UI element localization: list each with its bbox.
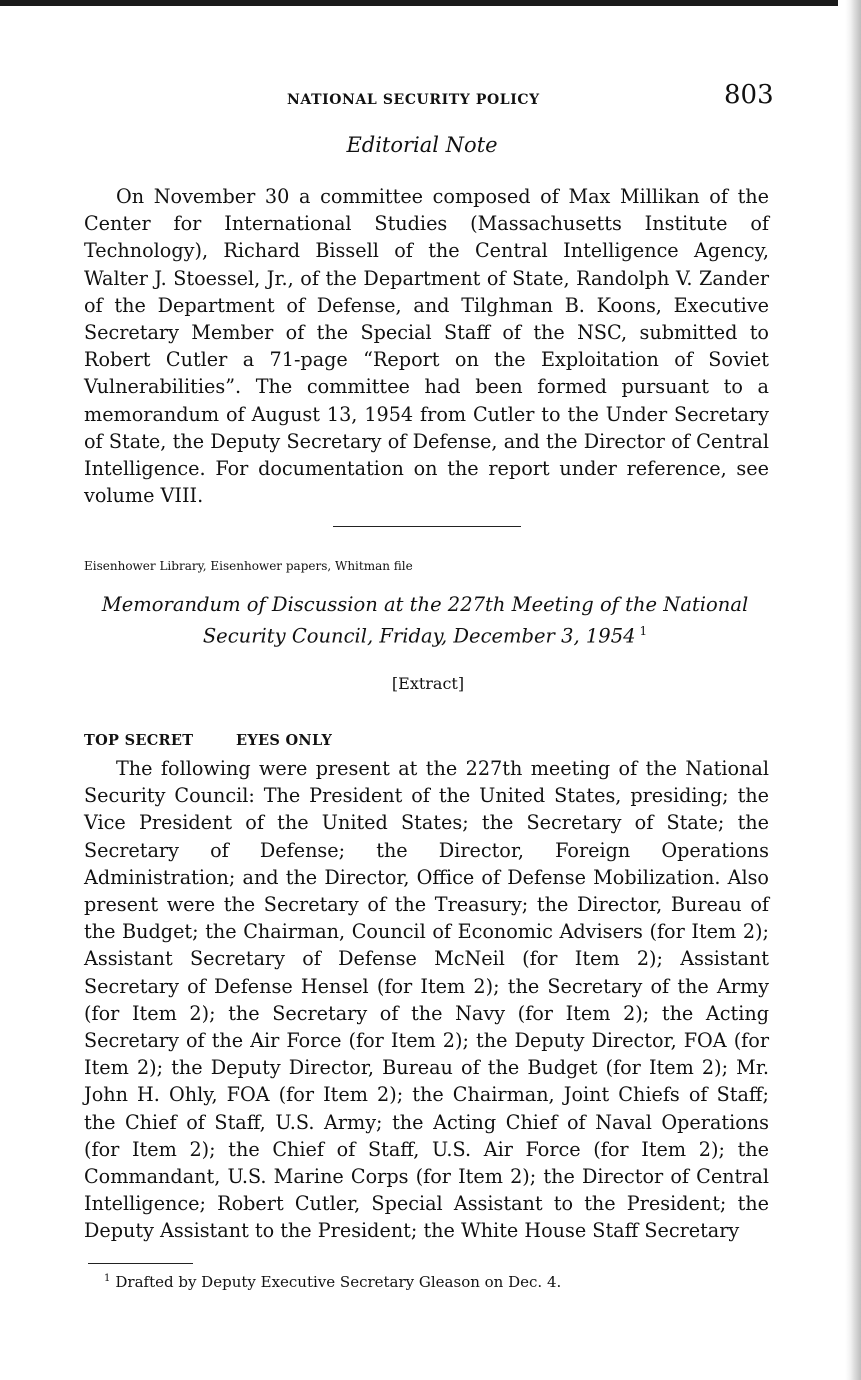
document-title-line-2-text: Security Council, Friday, December 3, 1954 [202, 624, 636, 648]
classification-eyes-only: EYES ONLY [236, 732, 333, 749]
extract-label: [Extract] [391, 674, 465, 693]
section-divider [333, 526, 521, 527]
footnote-rule [88, 1263, 193, 1264]
editorial-note-paragraph: On November 30 a committee composed of Max Millikan of the Center for International Studies (Massachusetts Institute of Technology), Richard Bissell of the Central Intelligence Agency, Walter J. Stoessel, Jr., of the Department of State, Randolph V. Zander of the Department of Defense, and Tilghman B. Koons, Executive Secretary Member of the Special Staff of the NSC, submitted to Robert Cutler a 71-page “Report on the Exploitation of Soviet Vulnerabilities”. The committee had been formed pursuant to a memorandum of August 13, 1954 from Cutler to the Under Secretary of State, the Deputy Secretary of Defense, and the Director of Central Intelligence. For documentation on the report under reference, see volume VIII. [84, 185, 769, 508]
document-title [60, 591, 790, 650]
top-edge-rule [0, 0, 838, 6]
footnote [104, 1273, 561, 1291]
document-source: Eisenhower Library, Eisenhower papers, Whitman file [84, 559, 413, 573]
footnote-reference[interactable]: 1 [639, 624, 648, 638]
classification-top-secret: TOP SECRET [84, 732, 194, 749]
page-number: 803 [724, 80, 774, 110]
document-title-line-2 [60, 618, 790, 650]
running-head: NATIONAL SECURITY POLICY [287, 92, 540, 108]
document-title-line-1: Memorandum of Discussion at the 227th Meeting of the National [101, 593, 749, 616]
memorandum-body: The following were present at the 227th meeting of the National Security Council: The President of the United States, presiding; the Vice President of the United States; the Secretary of State; the Secretary of Defense; the Director, Foreign Operations Administration; and the Director, Office of Defense Mobilization. Also present were the Secretary of the Treasury; the Director, Bureau of the Budget; the Chairman, Council of Economic Advisers (for Item 2); Assistant Secretary of Defense McNeil (for Item 2); Assistant Secretary of Defense Hensel (for Item 2); the Secretary of the Army (for Item 2); the Secretary of the Navy (for Item 2); the Acting Secretary of the Air Force (for Item 2); the Deputy Director, FOA (for Item 2); the Deputy Director, Bureau of the Budget (for Item 2); Mr. John H. Ohly, FOA (for Item 2); the Chairman, Joint Chiefs of Staff; the Chief of Staff, U.S. Army; the Acting Chief of Naval Operations (for Item 2); the Chief of Staff, U.S. Air Force (for Item 2); the Commandant, U.S. Marine Corps (for Item 2); the Director of Central Intelligence; Robert Cutler, Special Assistant to the President; the Deputy Assistant to the President; the White House Staff Secretary [84, 757, 769, 1243]
editorial-note-heading: Editorial Note [346, 133, 498, 157]
footnote-marker: 1 [104, 1273, 111, 1284]
footnote-text: Drafted by Deputy Executive Secretary Gleason on Dec. 4. [115, 1273, 562, 1291]
